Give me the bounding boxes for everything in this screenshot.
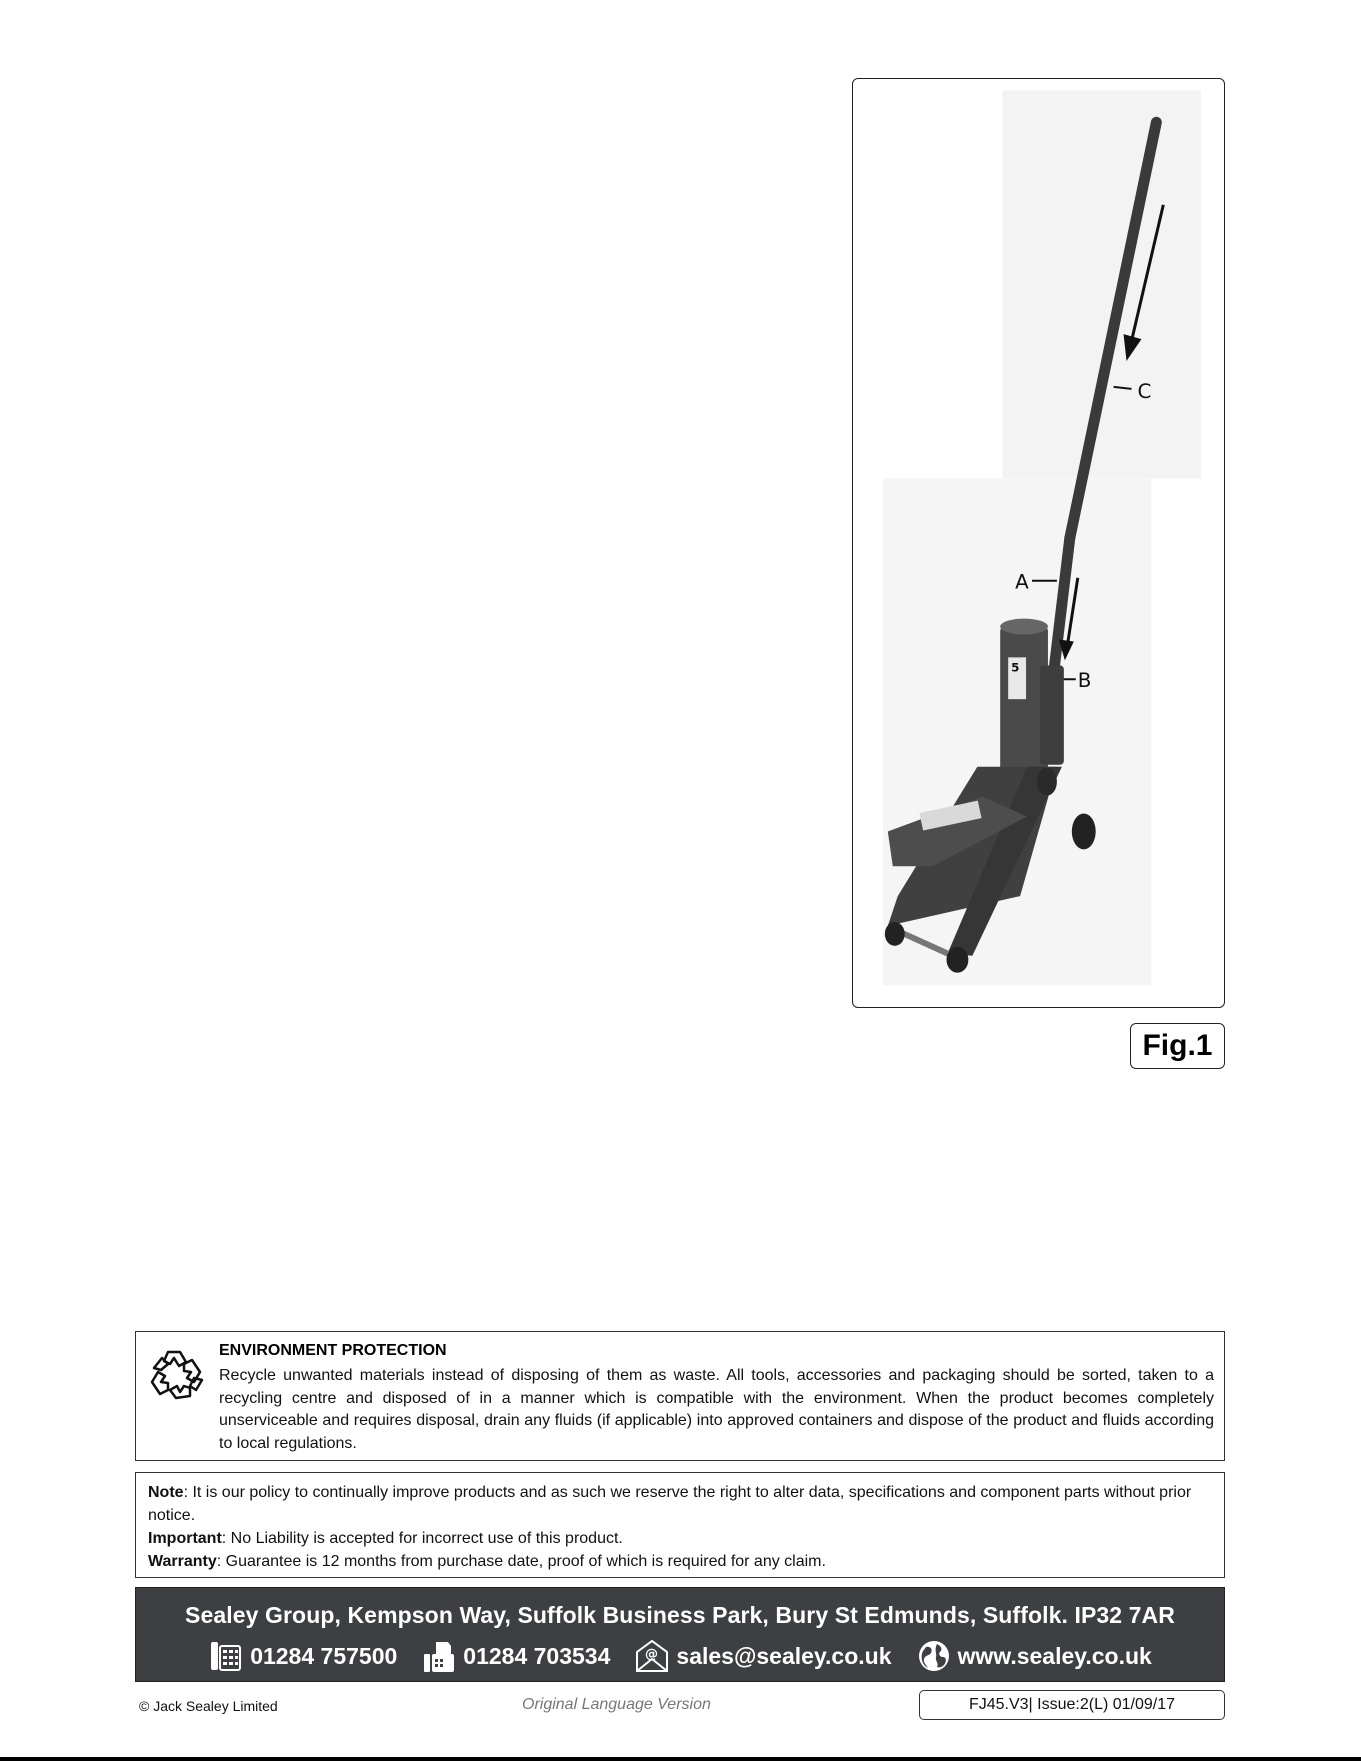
contact-row	[136, 1638, 1224, 1674]
fax-contact	[421, 1638, 610, 1674]
trolley-jack-illustration	[853, 79, 1224, 1007]
note-label: Note	[148, 1484, 184, 1501]
callout-a: A	[1015, 570, 1029, 594]
warranty-label: Warranty	[148, 1553, 217, 1570]
important-text: : No Liability is accepted for incorrect use of this product.	[221, 1530, 623, 1547]
website-contact[interactable]	[916, 1638, 1152, 1674]
important-label: Important	[148, 1530, 222, 1547]
document-reference: FJ45.V3| Issue:2(L) 01/09/17	[919, 1690, 1225, 1720]
copyright-text: © Jack Sealey Limited	[139, 1698, 278, 1714]
phone-number: 01284 757500	[250, 1642, 398, 1669]
phone-contact	[208, 1638, 397, 1674]
email-contact[interactable]	[634, 1638, 891, 1674]
recycle-icon	[146, 1344, 210, 1408]
globe-icon	[916, 1638, 952, 1674]
language-version: Original Language Version	[522, 1696, 711, 1713]
fax-number: 01284 703534	[463, 1642, 611, 1669]
environment-protection-box	[135, 1331, 1225, 1461]
svg-text:@: @	[645, 1647, 659, 1662]
email-icon	[634, 1638, 670, 1674]
note-line	[148, 1481, 1212, 1527]
callout-b: B	[1077, 669, 1092, 693]
contact-bar	[135, 1587, 1225, 1682]
figure-1-frame	[852, 78, 1225, 1008]
environment-text: Recycle unwanted materials instead of disposing of them as waste. All tools, accessories and packaging should be sorted, taken to a recycling centre and disposed of in a manner which is compatible with the environment. When the product becomes completely unserviceable and requires disposal, drain any fluids (if applicable) into approved containers and dispose of the product and fluids according to local regulations.	[219, 1367, 1214, 1452]
warranty-line	[148, 1550, 1212, 1573]
email-address[interactable]: sales@sealey.co.uk	[676, 1642, 892, 1669]
figure-label: Fig.1	[1130, 1023, 1225, 1069]
important-line	[148, 1527, 1212, 1550]
callout-c: C	[1137, 379, 1152, 403]
phone-icon	[208, 1638, 244, 1674]
legal-notes-box	[135, 1472, 1225, 1578]
warranty-text: : Guarantee is 12 months from purchase date, proof of which is required for any claim.	[216, 1553, 826, 1570]
svg-text:5: 5	[1011, 660, 1020, 675]
environment-title: ENVIRONMENT PROTECTION	[219, 1342, 447, 1359]
note-text: : It is our policy to continually improve products and as such we reserve the right to alter data, specifications and component parts without prior notice.	[148, 1484, 1192, 1524]
fax-icon	[421, 1638, 457, 1674]
bottom-rule	[0, 1757, 1361, 1761]
website-url[interactable]: www.sealey.co.uk	[957, 1642, 1152, 1669]
company-address: Sealey Group, Kempson Way, Suffolk Business Park, Bury St Edmunds, Suffolk. IP32 7AR	[185, 1602, 1175, 1628]
